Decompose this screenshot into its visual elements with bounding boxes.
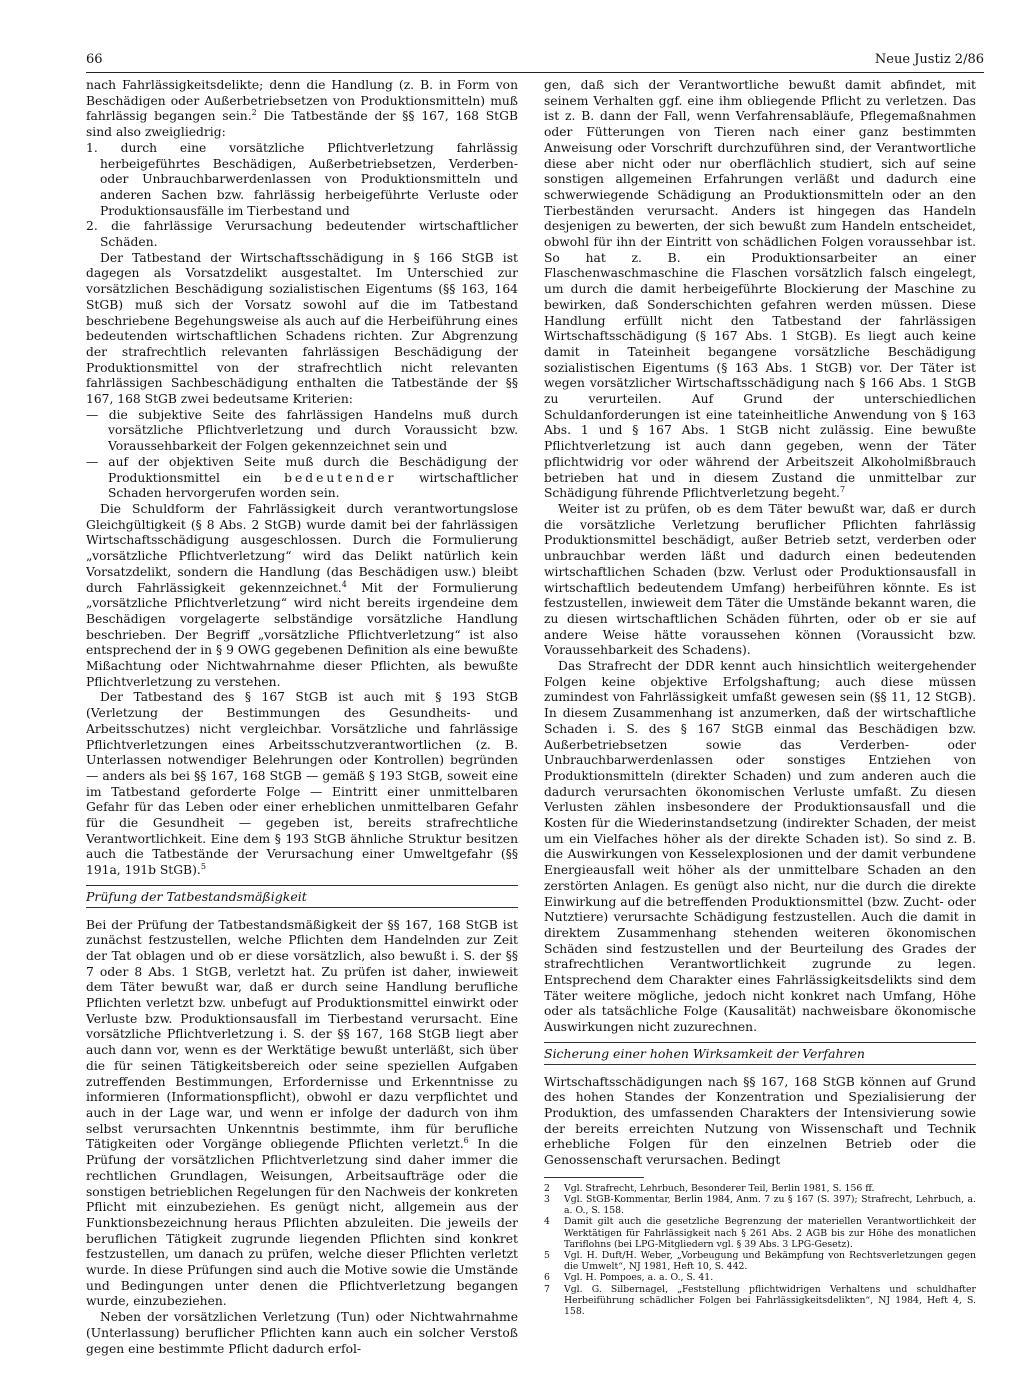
footnote-ref: 2 [251, 108, 257, 118]
paragraph: Neben der vorsätzlichen Verletzung (Tun) oder Nichtwahrnahme (Unterlassung) beruflicher Pflichten kann auch ein solcher Verstoß gegen eine bestimmte Pflicht dadurch erfol- [86, 1310, 518, 1356]
journal-issue: Neue Justiz 2/86 [874, 52, 984, 67]
footnote: 5 Vgl. H. Duft/H. Weber, „Vorbeugung und Bekämpfung von Rechtsverletzungen gegen die Umwelt“, NJ 1981, Heft 10, S. 442. [544, 1250, 976, 1273]
footnote: 2 Vgl. Strafrecht, Lehrbuch, Besonderer Teil, Berlin 1981, S. 156 ff. [544, 1182, 875, 1194]
emphasized-word: bedeutender [284, 470, 397, 485]
right-column [544, 78, 976, 1368]
footnote: 7 Vgl. G. Silbernagel, „Feststellung pflichtwidrigen Verhaltens und schuldhafter Herbeiführung schädlicher Folgen bei Fahrlässigkeitsdelikten“, NJ 1984, Heft 4, S. 158. [544, 1283, 976, 1318]
page-number: 66 [86, 52, 103, 67]
footnote: 6 Vgl. H. Pompoes, a. a. O., S. 41. [544, 1272, 714, 1284]
left-column [86, 78, 518, 1368]
footnote: 3 Vgl. StGB-Kommentar, Berlin 1984, Anm. 7 zu § 167 (S. 397); Strafrecht, Lehrbuch, a. a. O., S. 158. [544, 1194, 976, 1217]
section-heading: Prüfung der Tatbestandsmäßigkeit [86, 885, 518, 908]
paragraph: Wirtschaftsschädigungen nach §§ 167, 168 StGB können auf Grund des hohen Standes der Konzentration und Spezialisierung der Produktion, des umfassenden Charakters der Intensivierung sowie der bereits erreichten Nutzung von Wissenschaft und Technik erhebliche Folgen für den einzelnen Betrieb oder die Genossenschaft verursachen. Bedingt [544, 1074, 976, 1168]
paragraph: Die Schuldform der Fahrlässigkeit durch verantwortungslose Gleichgültigkeit (§ 8 Abs. 2 StGB) wurde damit bei der fahrlässigen Wirtschaftsschädigung ausgeschlossen. Durch die Formulierung „vorsätzliche Pflichtverletzung“ wird das Delikt natürlich kein Vorsatzdelikt, sondern die Handlung (das Beschädigen usw.) bleibt durch Fahrlässigkeit gekennzeichnet.$^4$ Mit der Formulierung „vorsätzliche Pflichtverletzung“ wird nicht bereits irgendeine dem Beschädigen vorgelagerte selbständige vorsätzliche Handlung beschrieben. Der Begriff „vorsätzliche Pflichtverletzung“ ist also entsprechend der in § 9 OWG gegebenen Definition als eine bewußte Mißachtung oder Nichtwahrnahme dieser Pflichten, als bewußte Pflichtverletzung zu verstehen. [86, 501, 518, 689]
dash-item: — die subjektive Seite des fahrlässigen Handelns muß durch vorsätzliche Pflichtverletzung und durch Voraussicht bzw. Voraussehbarkeit der Folgen gekennzeichnet sein und [86, 407, 518, 454]
paragraph: gen, daß sich der Verantwortliche bewußt damit abfindet, mit seinem Verhalten ggf. eine ihm obliegende Pflicht zu verletzen. Das ist z. B. dann der Fall, wenn Verfahrensabläufe, Pflegemaßnahmen oder Fütterungen von Tieren nach einer ganz bestimmten Anweisung oder Vorschrift durchzuführen sind, der Verantwortliche diese aber nicht oder nur oberflächlich studiert, sich auf seine sonstigen allgemeinen Erfahrungen verläßt und dadurch eine schwerwiegende Schädigung an Produktionsmitteln oder an den Tierbeständen verursacht. Anders ist hingegen das Handeln desjenigen zu bewerten, der sich bewußt zum Handeln entscheidet, obwohl für ihn der Eintritt von schädlichen Folgen voraussehbar ist. So hat z. B. ein Produktionsarbeiter an einer Flaschenwaschmaschine die Flaschen vorsätzlich falsch eingelegt, um durch die damit herbeigeführte Blockierung der Maschine zu bewirken, daß Sonderschichten gefahren werden müssen. Diese Handlung erfüllt nicht den Tatbestand der fahrlässigen Wirtschaftsschädigung (§ 167 Abs. 1 StGB). Es liegt auch keine damit in Tateinheit begangene vorsätzliche Beschädigung sozialistischen Eigentums (§ 163 Abs. 1 StGB) vor. Der Täter ist wegen vorsätzlicher Wirtschaftsschädigung nach § 166 Abs. 1 StGB zu verurteilen. Auf Grund der unterschiedlichen Schuldanforderungen ist eine tateinheitliche Anwendung von § 163 Abs. 1 und § 167 Abs. 1 StGB nicht zulässig. Eine bewußte Pflichtverletzung ist auch dann gegeben, wenn der Täter pflichtwidrig vor oder während der Arbeitszeit Alkoholmißbrauch betrieben hat und in diesem Zustand die unmittelbar zur Schädigung führende Pflichtverletzung begeht.$^7$ [544, 78, 976, 501]
header-rule [86, 72, 984, 73]
section-heading: Sicherung einer hohen Wirksamkeit der Verfahren [544, 1042, 976, 1065]
list-item: 1. durch eine vorsätzliche Pflichtverletzung fahrlässig herbeigeführtes Beschädigen, Außerbetriebsetzen, Verderben- oder Unbrauchbarwerdenlassen von Produktionsmitteln und anderen Sachen bzw. fahrlässig herbeigeführte Verluste oder Produktionsausfälle im Tierbestand und [86, 140, 518, 218]
dash-item: — auf der objektiven Seite muß durch die Beschädigung der Produktionsmittel ein bedeutender wirtschaftlicher Schaden hervorgerufen worden sein. [86, 454, 518, 501]
footnote-rule [544, 1177, 644, 1178]
footnote-ref: 4 [341, 579, 347, 589]
paragraph: Das Strafrecht der DDR kennt auch hinsichtlich weitergehender Folgen keine objektive Erfolgshaftung; auch diese müssen zumindest von Fahrlässigkeit umfaßt gewesen sein (§§ 11, 12 StGB). In diesem Zusammenhang ist anzumerken, daß der wirtschaftliche Schaden i. S. des § 167 StGB einmal das Beschädigen bzw. Außerbetriebsetzen sowie das Verderben- oder Unbrauchbarwerdenlassen oder sonstiges Entziehen von Produktionsmitteln (direkter Schaden) und zum anderen auch die dadurch verursachten ökonomischen Verluste umfaßt. Zu diesen Verlusten zählen insbesondere der Produktionsausfall und die Kosten für die Wiederinstandsetzung (indirekter Schaden, der meist um ein Vielfaches höher als der direkte Schaden ist). So sind z. B. die Auswirkungen von Kesselexplosionen und der damit verbundene Energieausfall weit höher als der unmittelbare Schaden an den zerstörten Anlagen. Es genügt also nicht, nur die durch die direkte Einwirkung auf die betreffenden Produktionsmittel (bzw. Zucht- oder Nutztiere) verursachte Schädigung festzustellen. Auch die damit in direktem Zusammenhang stehenden weiteren ökonomischen Schäden sind festzustellen und der Beurteilung des Grades der strafrechtlichen Verantwortlichkeit zugrunde zu legen. Entsprechend dem Charakter eines Fahrlässigkeitsdelikts sind dem Täter weitere mögliche, jedoch nicht konkret nach Umfang, Höhe oder als tatsächliche Folge (Kausalität) nachweisbare ökonomische Auswirkungen nicht zuzurechnen. [544, 659, 976, 1035]
page-header [86, 52, 984, 72]
paragraph: Bei der Prüfung der Tatbestandsmäßigkeit der §§ 167, 168 StGB ist zunächst festzustellen, welche Pflichten dem Handelnden zur Zeit der Tat oblagen und ob er diese vorsätzlich, also bewußt i. S. der §§ 7 oder 8 Abs. 1 StGB, verletzt hat. Zu prüfen ist daher, inwieweit dem Täter bewußt war, daß er durch seine Handlung berufliche Pflichten verletzt bzw. unbefugt auf Produktionsmittel einwirkt oder Verluste bzw. Produktionsausfall im Tierbestand verursacht. Eine vorsätzliche Pflichtverletzung i. S. der §§ 167, 168 StGB liegt aber auch dann vor, wenn es der Werktätige bewußt unterläßt, sich über die für seinen Tätigkeitsbereich oder seine speziellen Aufgaben zutreffenden Bestimmungen, Erfordernisse und Erkenntnisse zu informieren (Informationspflicht), obwohl er dazu verpflichtet und auch in der Lage war, und wenn er infolge der dadurch von ihm selbst verursachten Unkenntnis bestimmte, ihm für berufliche Tätigkeiten oder Vorgänge obliegende Pflichten verletzt.$^6$ In die Prüfung der vorsätzlichen Pflichtverletzung sind daher immer die rechtlichen Grundlagen, Weisungen, Arbeitsaufträge oder die sonstigen betrieblichen Regelungen für den Nachweis der konkreten Pflicht mit einzubeziehen. Es genügt nicht, allgemein aus der Funktionsbezeichnung heraus Pflichten abzuleiten. Die jeweils der beruflichen Tätigkeit zugrunde liegenden Pflichten sind konkret festzustellen, um danach zu prüfen, welche dieser Pflichten verletzt wurde. In diese Prüfungen sind auch die Motive sowie die Umstände und Bedingungen unter denen die Pflichtverletzung begangen wurde, einzubeziehen. [86, 917, 518, 1309]
paragraph: nach Fahrlässigkeitsdelikte; denn die Handlung (z. B. in Form von Beschädigen oder Außerbetriebsetzen von Produktionsmitteln) muß fahrlässig begangen sein.$^2$ Die Tatbestände der §§ 167, 168 StGB sind also zweigliedrig: [86, 78, 518, 140]
footnotes [544, 1183, 976, 1317]
paragraph: Der Tatbestand der Wirtschaftsschädigung in § 166 StGB ist dagegen als Vorsatzdelikt ausgestaltet. Im Unterschied zur vorsätzlichen Beschädigung sozialistischen Eigentums (§§ 163, 164 StGB) muß sich der Vorsatz sowohl auf die im Tatbestand beschriebene Begehungsweise als auch auf die Herbeiführung eines bedeutenden wirtschaftlichen Schadens richten. Zur Abgrenzung der strafrechtlich relevanten fahrlässigen Beschädigung der Produktionsmittel von der strafrechtlich nicht relevanten fahrlässigen Sachbeschädigung enthalten die Tatbestände der §§ 167, 168 StGB zwei bedeutsame Kriterien: [86, 250, 518, 407]
list-item: 2. die fahrlässige Verursachung bedeutender wirtschaftlicher Schäden. [86, 219, 518, 250]
paragraph: Weiter ist zu prüfen, ob es dem Täter bewußt war, daß er durch die vorsätzliche Verletzung beruflicher Pflichten fahrlässig Produktionsmittel beschädigt, außer Betrieb setzt, verderben oder unbrauchbar werden läßt und dadurch einen bedeutenden wirtschaftlichen Schaden (bzw. Verlust oder Produktionsausfall in wirtschaftlich bedeutendem Umfang) herbeiführen könnte. Es ist festzustellen, inwieweit dem Täter die Umstände bekannt waren, die zu diesen wirtschaftlichen Schäden führten, oder ob er sie auf andere Weise hätte voraussehen können (Voraussicht bzw. Voraussehbarkeit des Schadens). [544, 501, 976, 658]
footnote-ref: 6 [463, 1136, 469, 1146]
footnote-ref: 7 [839, 485, 846, 495]
paragraph: Der Tatbestand des § 167 StGB ist auch mit § 193 StGB (Verletzung der Bestimmungen des Gesundheits- und Arbeitsschutzes) nicht vergleichbar. Vorsätzliche und fahrlässige Pflichtverletzungen eines Arbeitsschutzverantwortlichen (z. B. Unterlassen notwendiger Belehrungen oder Kontrollen) begründen — anders als bei §§ 167, 168 StGB — gemäß § 193 StGB, soweit eine im Tatbestand geforderte Folge — Eintritt einer unmittelbaren Gefahr für das Leben oder einer erheblichen unmittelbaren Gefahr für die Gesundheit — gegeben ist, bereits strafrechtliche Verantwortlichkeit. Eine dem § 193 StGB ähnliche Struktur besitzen auch die Tatbestände der Verursachung einer Umweltgefahr (§§ 191a, 191b StGB).$^5$ [86, 690, 518, 878]
footnote: 4 Damit gilt auch die gesetzliche Begrenzung der materiellen Verantwortlichkeit der Werktätigen für Fahrlässigkeit nach § 261 Abs. 2 AGB bis zur Höhe des monatlichen Tariflohns (bei LPG-Mitgliedern vgl. § 39 Abs. 3 LPG-Gesetz). [544, 1216, 976, 1250]
footnote-ref: 5 [200, 862, 206, 872]
